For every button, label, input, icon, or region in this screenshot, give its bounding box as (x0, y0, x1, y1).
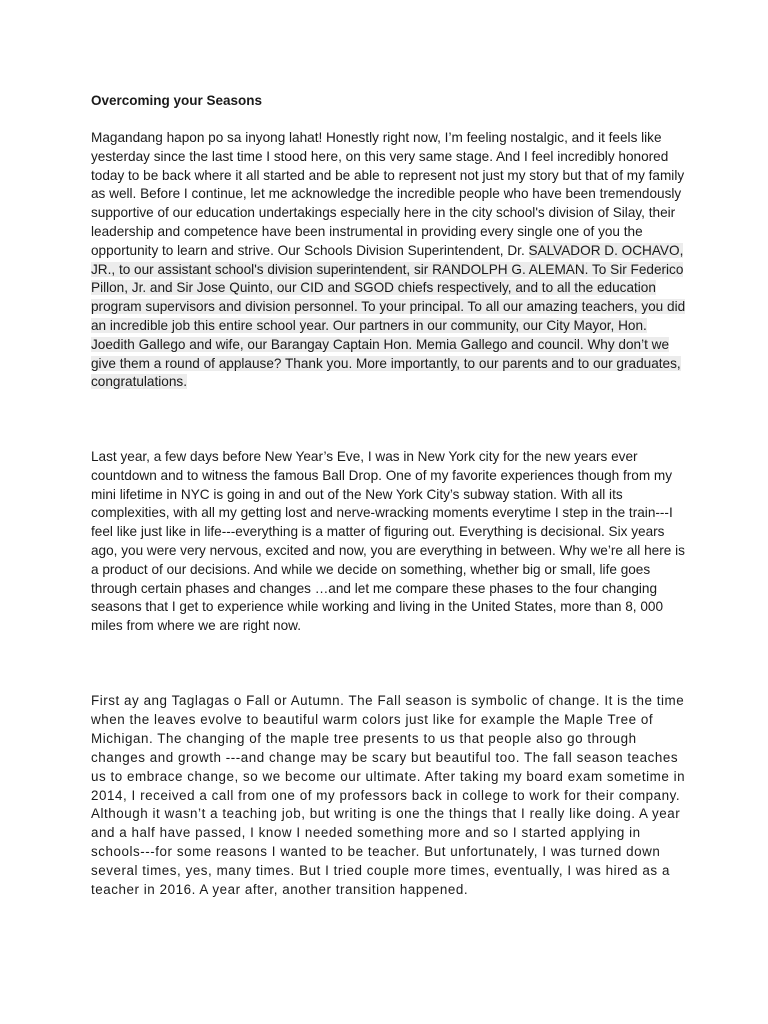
paragraph-fall-season: First ay ang Taglagas o Fall or Autumn. The Fall season is symbolic of change. It is the time when the leaves evolve to beautiful warm colors just like for example the Maple Tree of Michigan. The changing of the maple tree presents to us that people also go through changes and growth ---and change may be scary but beautiful too. The fall season teaches us to embrace change, so we become our ultimate. After taking my board exam sometime in 2014, I received a call from one of my professors back in college to work for their company. Although it wasn’t a teaching job, but writing is one the things that I really like doing. A year and a half have passed, I know I needed something more and so I started applying in schools---for some reasons I wanted to be teacher. But unfortunately, I was turned down several times, yes, many times. But I tried couple more times, eventually, I was hired as a teacher in 2016. A year after, another transition happened. (91, 693, 686, 898)
document-title: Overcoming your Seasons (91, 93, 263, 108)
paragraph-new-york: Last year, a few days before New Year’s Eve, I was in New York city for the new years ever countdown and to witness the famous Ball Drop. One of my favorite experiences though from my mini lifetime in NYC is going in and out of the New York City’s subway station. With all its complexities, with all my getting lost and nerve-wracking moments everytime I step in the train---I feel like just like in life---everything is a matter of figuring out. Everything is decisional. Six years ago, you were very nervous, excited and now, you are everything in between. Why we’re all here is a product of our decisions. And while we decide on something, whether big or small, life goes through certain phases and changes …and let me compare these phases to the four changing seasons that I get to experience while working and living in the United States, more than 8, 000 miles from where we are right now. (91, 449, 685, 634)
highlighted-text: SALVADOR D. OCHAVO, JR., to our assistant school's division superintendent, sir RANDOLPH G. ALEMAN. To Sir Federico Pillon, Jr. and Sir Jose Quinto, our CID and SGOD chiefs respectively, and to all the education program supervisors and division personnel. To your principal. To all our amazing teachers, you did an incredible job this entire school year. Our partners in our community, our City Mayor, Hon. Joedith Gallego and wife, our Barangay Captain Hon. Memia Gallego and council. Why don’t we give them a round of applause? Thank you. More importantly, to our parents and to our graduates, congratulations. (91, 242, 686, 390)
paragraph-greeting (91, 129, 686, 392)
paragraph-greeting-text: Magandang hapon po sa inyong lahat! Honestly right now, I’m feeling nostalgic, and it feels like yesterday since the last time I stood here, on this very same stage. And I feel incredibly honored today to be back where it all started and be able to represent not just my story but that of my family as well. Before I continue, let me acknowledge the incredible people who have been tremendously supportive of our education undertakings especially here in the city school's division of Silay, their leadership and competence have been instrumental in providing every single one of you the opportunity to learn and strive. Our Schools Division Superintendent, Dr. (91, 130, 685, 258)
